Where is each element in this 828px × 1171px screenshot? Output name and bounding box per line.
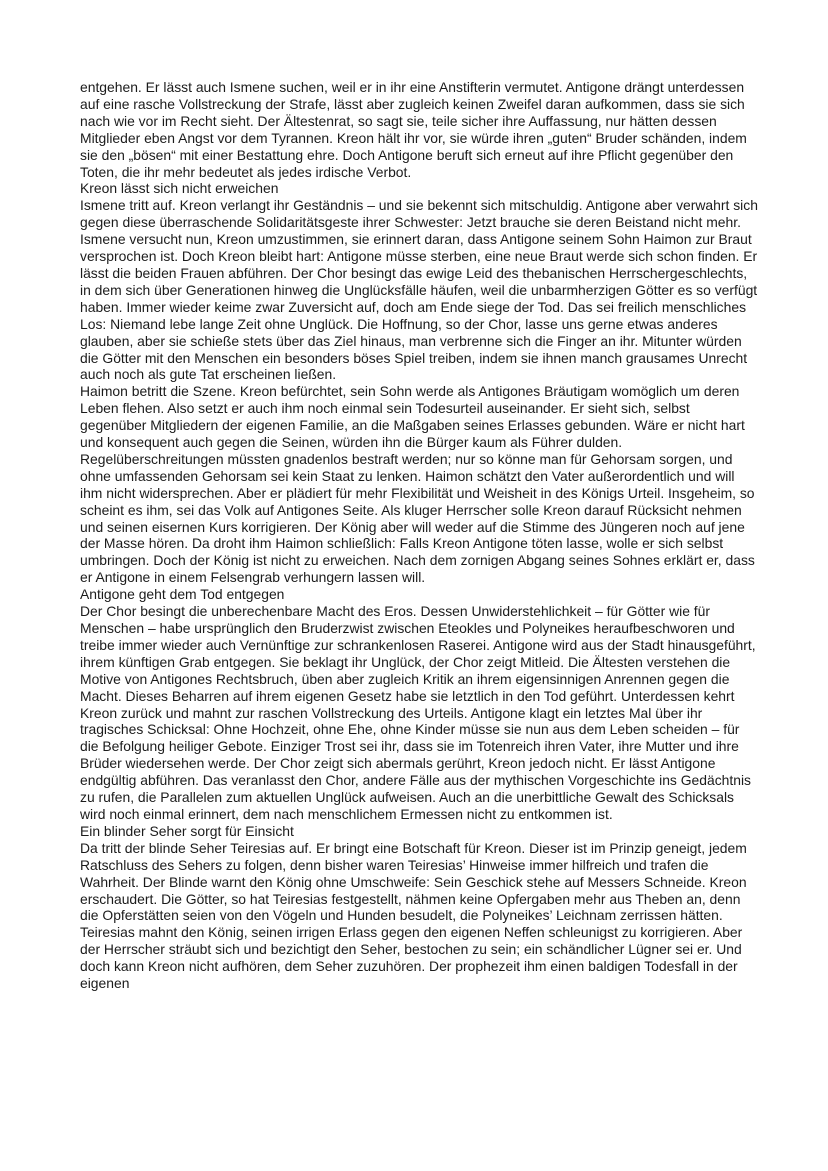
paragraph-teiresias: Da tritt der blinde Seher Teiresias auf. Er bringt eine Botschaft für Kreon. Dieser ist im Prinzip geneigt, jedem Ratschluss des Sehers zu folgen, denn bisher waren Teiresias’ Hinweise immer hilfreich und trafen die Wahrheit. Der Blinde warnt den König ohne Umschweife: Sein Geschick stehe auf Messers Schneide. Kreon erschaudert. Die Götter, so hat Teiresias festgestellt, nähmen keine Opfergaben mehr aus Theben an, denn die Opferstätten seien von den Vögeln und Hunden besudelt, die Polyneikes’ Leichnam zerrissen hätten. Teiresias mahnt den König, seinen irrigen Erlass gegen den eigenen Neffen schleunigst zu korrigieren. Aber der Herrscher sträubt sich und bezichtigt den Seher, bestochen zu sein; ein schändlicher Lügner sei er. Und doch kann Kreon nicht aufhören, dem Seher zuzuhören. Der prophezeit ihm einen baldigen Todesfall in der eigenen: [80, 839, 747, 992]
paragraph-ismene-kreon: Ismene tritt auf. Kreon verlangt ihr Geständnis – und sie bekennt sich mitschuldig. Antigone aber verwahrt sich gegen diese überraschende Solidaritätsgeste ihrer Schwester: Jetzt brauche sie deren Beistand nicht mehr. Ismene versucht nun, Kreon umzustimmen, sie erinnert daran, dass Antigone seinem Sohn Haimon zur Braut versprochen ist. Doch Kreon bleibt hart: Antigone müsse sterben, eine neue Braut werde sich schon finden. Er lässt die beiden Frauen abführen. Der Chor besingt das ewige Leid des thebanischen Herrschergeschlechts, in dem sich über Generationen hinweg die Unglücksfälle häufen, weil die unbarmherzigen Götter es so verfügt haben. Immer wieder keime zwar Zuversicht auf, doch am Ende siege der Tod. Das sei freilich menschliches Los: Niemand lebe lange Zeit ohne Unglück. Die Hoffnung, so der Chor, lasse uns gerne etwas anderes glauben, aber sie schieße stets über das Ziel hinaus, man verbrenne sich die Finger an ihr. Mitunter würden die Götter mit den Menschen ein besonders böses Spiel treiben, indem sie ihnen manch grausames Unrecht auch noch als gute Tat erscheinen ließen.: [80, 197, 758, 383]
paragraph-haimon: Haimon betritt die Szene. Kreon befürchtet, sein Sohn werde als Antigones Bräutigam womöglich um deren Leben flehen. Also setzt er auch ihm noch einmal sein Todesurteil auseinander. Er sieht sich, selbst gegenüber Mitgliedern der eigenen Familie, an die Maßgaben seines Erlasses gebunden. Wäre er nicht hart und konsequent auch gegen die Seinen, würden ihn die Bürger kaum als Führer dulden. Regelüberschreitungen müssten gnadenlos bestraft werden; nur so könne man für Gehorsam sorgen, und ohne umfassenden Gehorsam sei kein Staat zu lenken. Haimon schätzt den Vater außerordentlich und will ihm nicht widersprechen. Aber er plädiert für mehr Flexibilität und Weisheit in des Königs Urteil. Insgeheim, so scheint es ihm, sei das Volk auf Antigones Seite. Als kluger Herrscher solle Kreon darauf Rücksicht nehmen und seinen eisernen Kurs korrigieren. Der König aber will weder auf die Stimme des Jüngeren noch auf jene der Masse hören. Da droht ihm Haimon schließlich: Falls Kreon Antigone töten lasse, wolle er sich selbst umbringen. Doch der König ist nicht zu erweichen. Nach dem zornigen Abgang seines Sohnes erklärt er, dass er Antigone in einem Felsengrab verhungern lassen will.: [80, 383, 755, 586]
section-heading-kreon-laesst-sich-nicht-erweichen: Kreon lässt sich nicht erweichen: [80, 180, 279, 197]
section-heading-ein-blinder-seher-sorgt-fuer-einsicht: Ein blinder Seher sorgt für Einsicht: [80, 822, 294, 839]
paragraph-chor-eros-antigone: Der Chor besingt die unberechenbare Macht des Eros. Dessen Unwiderstehlichkeit – für Götter wie für Menschen – habe ursprünglich den Bruderzwist zwischen Eteokles und Polyneikes heraufbeschworen und treibe immer wieder auch Vernünftige zur schrankenlosen Raserei. Antigone wird aus der Stadt hinausgeführt, ihrem künftigen Grab entgegen. Sie beklagt ihr Unglück, der Chor zeigt Mitleid. Die Ältesten verstehen die Motive von Antigones Rechtsbruch, üben aber zugleich Kritik an ihrem eigensinnigen Anrennen gegen die Macht. Dieses Beharren auf ihrem eigenen Gesetz habe sie letztlich in den Tod geführt. Unterdessen kehrt Kreon zurück und mahnt zur raschen Vollstreckung des Urteils. Antigone klagt ein letztes Mal über ihr tragisches Schicksal: Ohne Hochzeit, ohne Ehe, ohne Kinder müsse sie nun aus dem Leben scheiden – für die Befolgung heiliger Gebote. Einziger Trost sei ihr, dass sie im Totenreich ihren Vater, ihre Mutter und ihre Brüder wiedersehen werde. Der Chor zeigt sich abermals gerührt, Kreon jedoch nicht. Er lässt Antigone endgültig abführen. Das veranlasst den Chor, andere Fälle aus der mythischen Vorgeschichte ins Gedächtnis zu rufen, die Parallelen zum aktuellen Unglück aufweisen. Auch an die unerbittliche Gewalt des Schicksals wird noch einmal erinnert, dem nach menschlichem Ermessen nicht zu entkommen ist.: [80, 603, 756, 822]
paragraph-continuation: entgehen. Er lässt auch Ismene suchen, weil er in ihr eine Anstifterin vermutet. Antigone drängt unterdessen auf eine rasche Vollstreckung der Strafe, lässt aber zugleich keinen Zweifel daran aufkommen, dass sie sich nach wie vor im Recht sieht. Der Ältestenrat, so sagt sie, teile sicher ihre Auffassung, nur hätten dessen Mitglieder eben Angst vor dem Tyrannen. Kreon hält ihr vor, sie würde ihren „guten“ Bruder schänden, indem sie den „bösen“ mit einer Bestattung ehre. Doch Antigone beruft sich erneut auf ihre Pflicht gegenüber den Toten, die ihr mehr bedeutet als jedes irdische Verbot.: [80, 79, 747, 180]
text-column: [80, 79, 758, 992]
section-heading-antigone-geht-dem-tod-entgegen: Antigone geht dem Tod entgegen: [80, 586, 285, 603]
